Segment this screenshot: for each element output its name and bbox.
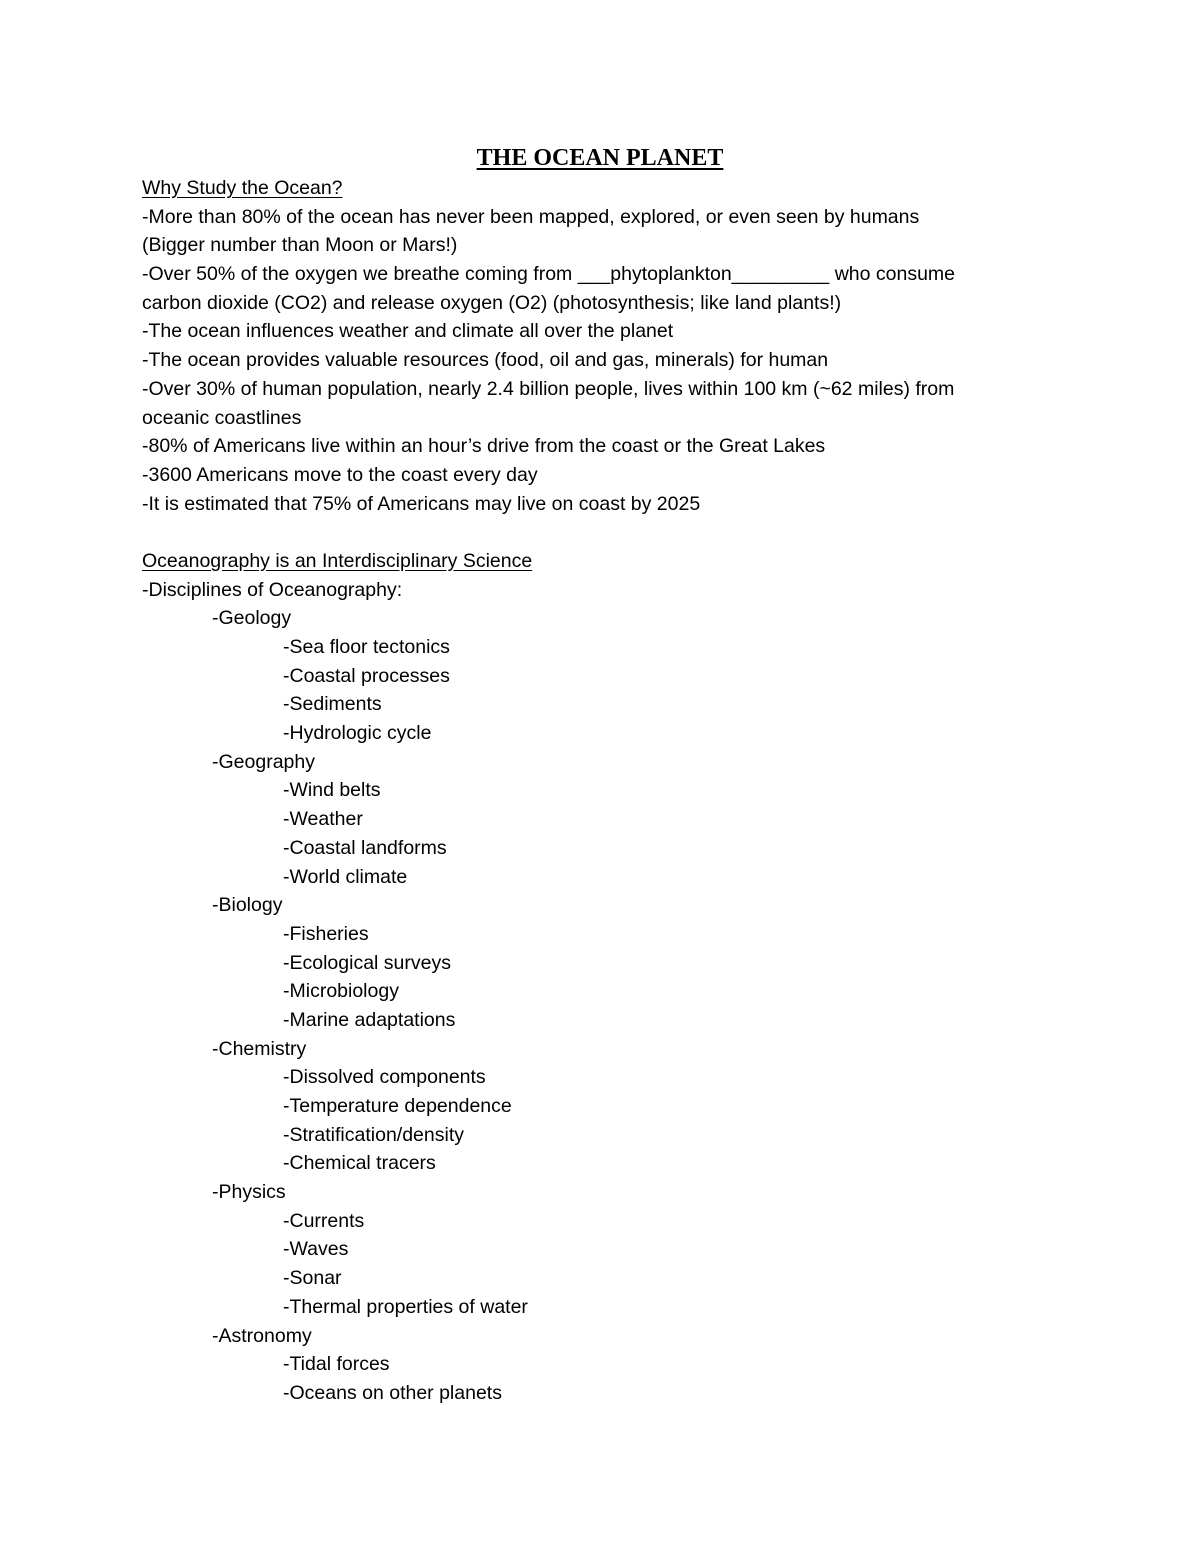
list-item: -Sea floor tectonics: [283, 636, 450, 658]
list-item: -Temperature dependence: [283, 1095, 512, 1117]
text-line: -80% of Americans live within an hour’s drive from the coast or the Great Lakes: [142, 435, 826, 458]
list-item: -Hydrologic cycle: [283, 722, 432, 745]
list-item: -Wind belts: [283, 779, 381, 802]
text-line: -3600 Americans move to the coast every day: [142, 463, 538, 486]
list-item: -Sonar: [283, 1267, 342, 1290]
list-item: -Dissolved components: [283, 1066, 486, 1089]
list-item: -Marine adaptations: [283, 1008, 456, 1031]
text-line: -The ocean provides valuable resources (food, oil and gas, minerals) for human: [142, 349, 829, 372]
document-body: [142, 174, 1072, 1408]
list-item: -Ecological surveys: [283, 951, 451, 974]
list-item: -Stratification/density: [283, 1123, 464, 1146]
section-heading-why-study: Why Study the Ocean?: [142, 177, 343, 199]
list-item: -Fisheries: [283, 922, 369, 945]
text-line: -The ocean influences weather and climate all over the planet: [142, 320, 674, 343]
text-line: oceanic coastlines: [142, 406, 302, 429]
list-item: -Currents: [283, 1209, 365, 1232]
list-item: -World climate: [283, 865, 408, 888]
discipline-physics: -Physics: [212, 1181, 286, 1204]
list-item: -Coastal landforms: [283, 836, 447, 859]
text-line: -More than 80% of the ocean has never been mapped, explored, or even seen by humans: [142, 205, 920, 228]
disciplines-intro: -Disciplines of Oceanography:: [142, 578, 403, 601]
paragraph-gap: [142, 518, 1072, 547]
discipline-astronomy: -Astronomy: [212, 1324, 312, 1347]
text-line: (Bigger number than Moon or Mars!): [142, 234, 458, 257]
discipline-biology: -Biology: [212, 894, 283, 917]
list-item: -Thermal properties of water: [283, 1295, 528, 1318]
list-item: -Coastal processes: [283, 664, 450, 687]
text-line: -Over 30% of human population, nearly 2.4 billion people, lives within 100 km (~62 miles) from: [142, 377, 955, 400]
discipline-geography: -Geography: [212, 750, 315, 773]
discipline-geology: -Geology: [212, 607, 292, 630]
text-line: -It is estimated that 75% of Americans may live on coast by 2025: [142, 492, 701, 515]
list-item: -Waves: [283, 1238, 349, 1261]
list-item: -Chemical tracers: [283, 1152, 436, 1175]
text-line: -Over 50% of the oxygen we breathe coming from ___phytoplankton_________ who consume: [142, 263, 956, 286]
list-item: -Weather: [283, 808, 363, 831]
list-item: -Tidal forces: [283, 1353, 390, 1376]
text-line: carbon dioxide (CO2) and release oxygen (O2) (photosynthesis; like land plants!): [142, 291, 842, 314]
list-item: -Oceans on other planets: [283, 1381, 502, 1404]
section-heading-interdisciplinary: Oceanography is an Interdisciplinary Science: [142, 549, 533, 572]
document-title: THE OCEAN PLANET: [476, 145, 724, 171]
list-item: -Sediments: [283, 693, 382, 716]
discipline-chemistry: -Chemistry: [212, 1037, 307, 1060]
list-item: -Microbiology: [283, 980, 399, 1003]
